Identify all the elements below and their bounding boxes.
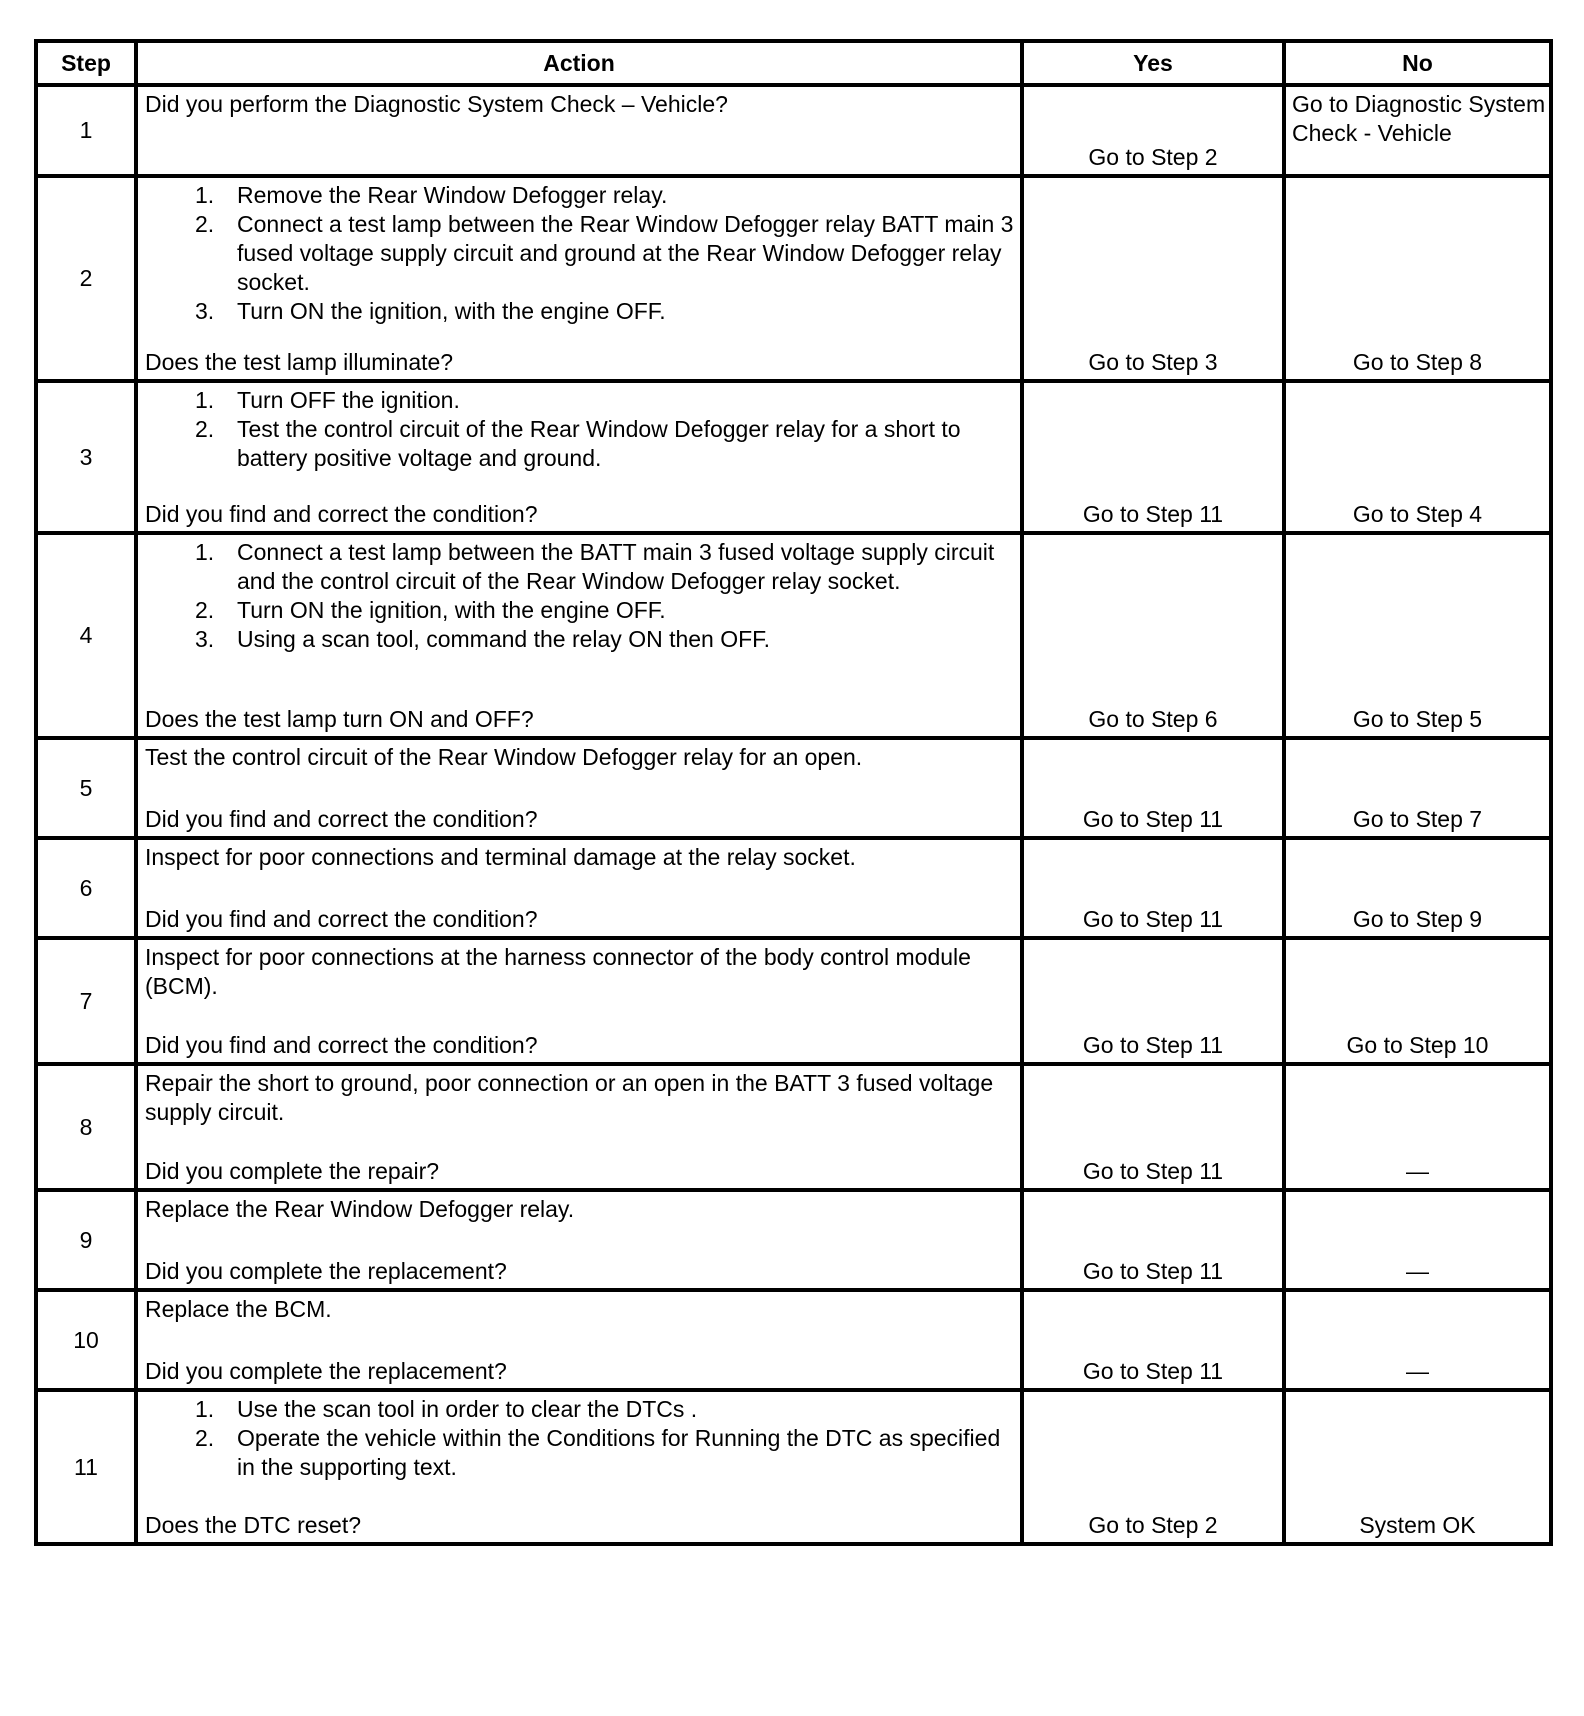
- action-text: Replace the Rear Window Defogger relay.: [145, 1196, 575, 1222]
- no-cell: Go to Step 8: [1284, 176, 1551, 381]
- action-cell: [136, 85, 1022, 176]
- no-cell: Go to Diagnostic System Check - Vehicle: [1284, 85, 1551, 176]
- no-cell: Go to Step 10: [1284, 938, 1551, 1064]
- no-cell: Go to Step 4: [1284, 381, 1551, 533]
- step-number: 6: [36, 838, 136, 938]
- step-number: 3: [36, 381, 136, 533]
- table-row: [36, 533, 1551, 738]
- table-row: [36, 938, 1551, 1064]
- yes-cell: Go to Step 2: [1022, 1390, 1284, 1544]
- action-question: Does the test lamp illuminate?: [145, 349, 454, 375]
- action-cell: [136, 738, 1022, 838]
- action-steps: [145, 181, 1014, 326]
- list-item: 1. Remove the Rear Window Defogger relay.: [195, 182, 668, 208]
- step-number: 8: [36, 1064, 136, 1190]
- action-cell: [136, 938, 1022, 1064]
- action-text: Test the control circuit of the Rear Window Defogger relay for an open.: [145, 744, 863, 770]
- table-row: [36, 838, 1551, 938]
- step-number: 2: [36, 176, 136, 381]
- no-cell: —: [1284, 1064, 1551, 1190]
- action-question: Did you complete the replacement?: [145, 1358, 507, 1384]
- step-number: 5: [36, 738, 136, 838]
- list-item: 3. Using a scan tool, command the relay ON then OFF.: [195, 626, 771, 652]
- action-text: Did you perform the Diagnostic System Check – Vehicle?: [145, 91, 728, 117]
- step-number: 9: [36, 1190, 136, 1290]
- diagnostic-table: [34, 39, 1553, 1546]
- yes-cell: Go to Step 3: [1022, 176, 1284, 381]
- list-item: 2. Test the control circuit of the Rear Window Defogger relay for a short to battery positive voltage and ground.: [195, 416, 961, 471]
- no-cell: —: [1284, 1290, 1551, 1390]
- list-item: 2. Operate the vehicle within the Conditions for Running the DTC as specified in the supporting text.: [195, 1425, 1001, 1480]
- list-item: 2. Turn ON the ignition, with the engine OFF.: [195, 597, 666, 623]
- action-text: Replace the BCM.: [145, 1296, 332, 1322]
- yes-cell: Go to Step 11: [1022, 938, 1284, 1064]
- action-cell: [136, 1290, 1022, 1390]
- action-question: Did you find and correct the condition?: [145, 501, 538, 527]
- action-text: Inspect for poor connections and terminal damage at the relay socket.: [145, 844, 856, 870]
- list-item: 2. Connect a test lamp between the Rear Window Defogger relay BATT main 3 fused voltage supply circuit and ground at the Rear Window Defogger relay socket.: [195, 211, 1014, 295]
- header-yes: Yes: [1022, 41, 1284, 85]
- yes-cell: Go to Step 11: [1022, 838, 1284, 938]
- step-number: 7: [36, 938, 136, 1064]
- action-steps: [145, 1395, 1014, 1482]
- table-row: [36, 176, 1551, 381]
- yes-cell: Go to Step 2: [1022, 85, 1284, 176]
- action-cell: [136, 1390, 1022, 1544]
- header-no: No: [1284, 41, 1551, 85]
- action-steps: [145, 538, 1014, 654]
- table-row: [36, 381, 1551, 533]
- step-number: 4: [36, 533, 136, 738]
- table-row: [36, 738, 1551, 838]
- action-question: Did you complete the replacement?: [145, 1258, 507, 1284]
- no-cell: Go to Step 5: [1284, 533, 1551, 738]
- action-cell: [136, 176, 1022, 381]
- action-question: Did you find and correct the condition?: [145, 806, 538, 832]
- table-row: [36, 1190, 1551, 1290]
- action-cell: [136, 1064, 1022, 1190]
- yes-cell: Go to Step 11: [1022, 1190, 1284, 1290]
- action-cell: [136, 381, 1022, 533]
- header-step: Step: [36, 41, 136, 85]
- list-item: 1. Turn OFF the ignition.: [195, 387, 460, 413]
- step-number: 1: [36, 85, 136, 176]
- step-number: 11: [36, 1390, 136, 1544]
- list-item: 1. Use the scan tool in order to clear the DTCs .: [195, 1396, 698, 1422]
- step-number: 10: [36, 1290, 136, 1390]
- action-text: Repair the short to ground, poor connection or an open in the BATT 3 fused voltage supply circuit.: [145, 1070, 994, 1125]
- action-cell: [136, 838, 1022, 938]
- action-cell: [136, 1190, 1022, 1290]
- no-cell: —: [1284, 1190, 1551, 1290]
- yes-cell: Go to Step 11: [1022, 1290, 1284, 1390]
- action-steps: [145, 386, 1014, 473]
- action-question: Did you find and correct the condition?: [145, 1032, 538, 1058]
- action-question: Does the DTC reset?: [145, 1512, 362, 1538]
- yes-cell: Go to Step 11: [1022, 738, 1284, 838]
- table-row: [36, 1390, 1551, 1544]
- no-cell: System OK: [1284, 1390, 1551, 1544]
- list-item: 3. Turn ON the ignition, with the engine OFF.: [195, 298, 666, 324]
- list-item: 1. Connect a test lamp between the BATT main 3 fused voltage supply circuit and the control circuit of the Rear Window Defogger relay socket.: [195, 539, 995, 594]
- action-text: Inspect for poor connections at the harness connector of the body control module (BCM).: [145, 944, 971, 999]
- no-cell: Go to Step 7: [1284, 738, 1551, 838]
- yes-cell: Go to Step 6: [1022, 533, 1284, 738]
- header-row: [36, 41, 1551, 85]
- no-cell: Go to Step 9: [1284, 838, 1551, 938]
- table-row: [36, 85, 1551, 176]
- table-row: [36, 1290, 1551, 1390]
- yes-cell: Go to Step 11: [1022, 381, 1284, 533]
- action-question: Did you complete the repair?: [145, 1158, 440, 1184]
- action-cell: [136, 533, 1022, 738]
- table-row: [36, 1064, 1551, 1190]
- yes-cell: Go to Step 11: [1022, 1064, 1284, 1190]
- action-question: Did you find and correct the condition?: [145, 906, 538, 932]
- header-action: Action: [136, 41, 1022, 85]
- action-question: Does the test lamp turn ON and OFF?: [145, 706, 534, 732]
